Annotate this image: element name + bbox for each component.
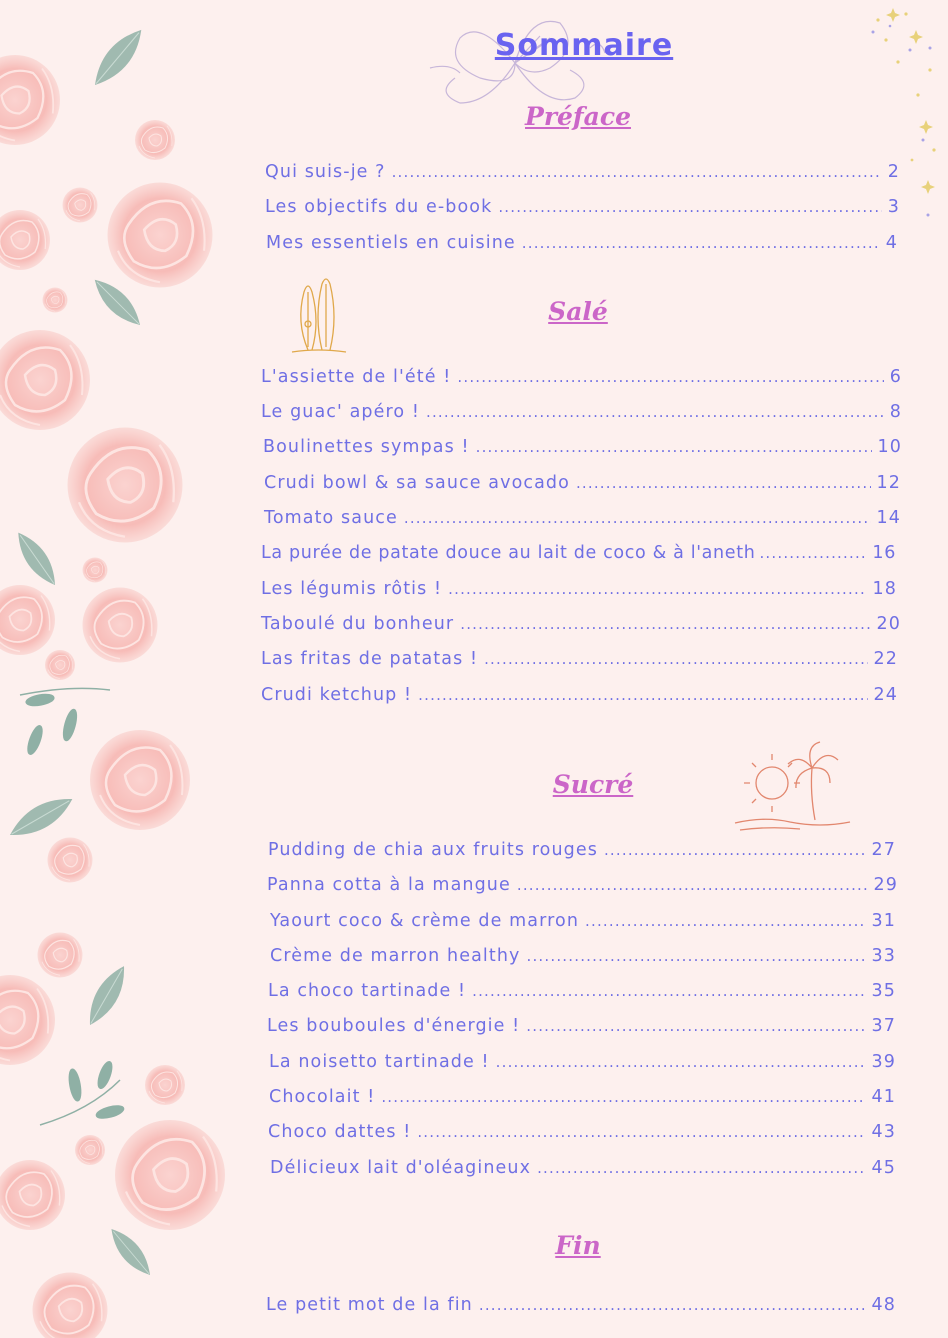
toc-entry[interactable]	[264, 508, 901, 528]
toc-page-number: 12	[876, 473, 901, 493]
toc-entry[interactable]	[270, 946, 896, 966]
toc-entry-label: Crudi bowl & sa sauce avocado	[264, 473, 570, 493]
toc-page-number: 10	[877, 437, 902, 457]
dot-leader	[404, 509, 871, 527]
toc-entry[interactable]	[267, 875, 898, 895]
toc-entry-label: Tomato sauce	[264, 508, 398, 528]
toc-page-number: 4	[885, 233, 898, 253]
toc-entry[interactable]	[270, 1158, 896, 1178]
toc-entry-label: Qui suis-je ?	[265, 162, 386, 182]
toc-page-number: 3	[887, 197, 900, 217]
toc-entry[interactable]	[261, 579, 897, 599]
toc-entry[interactable]	[268, 981, 896, 1001]
toc-entry-label: Pudding de chia aux fruits rouges	[268, 840, 598, 860]
toc-entry[interactable]	[267, 1016, 896, 1036]
dot-leader	[381, 1088, 865, 1106]
page-title: Sommaire	[494, 28, 674, 63]
dot-leader	[526, 1017, 865, 1035]
toc-entry[interactable]	[261, 685, 898, 705]
toc-entry[interactable]	[261, 543, 896, 563]
dot-leader	[448, 580, 866, 598]
toc-page-number: 16	[872, 543, 896, 563]
toc-entry[interactable]	[266, 233, 898, 253]
toc-page-number: 41	[871, 1087, 896, 1107]
toc-entry[interactable]	[261, 649, 898, 669]
section-title-sucre: Sucré	[552, 770, 634, 799]
dot-leader	[537, 1159, 865, 1177]
toc-entry-label: Boulinettes sympas !	[263, 437, 470, 457]
dot-leader	[418, 686, 867, 704]
toc-entry[interactable]	[268, 1122, 896, 1142]
dot-leader	[496, 1053, 866, 1071]
dot-leader	[585, 912, 866, 930]
toc-entry[interactable]	[265, 162, 900, 182]
toc-entry-label: Las fritas de patatas !	[261, 649, 479, 669]
toc-page-number: 45	[871, 1158, 896, 1178]
toc-entry[interactable]	[269, 1087, 896, 1107]
dot-leader	[522, 234, 880, 252]
toc-page-number: 48	[871, 1295, 896, 1315]
toc-entry-label: Chocolait !	[269, 1087, 376, 1107]
toc-page-number: 29	[873, 875, 898, 895]
dot-leader	[484, 650, 867, 668]
toc-page-number: 14	[876, 508, 901, 528]
floral-border	[0, 0, 240, 1338]
dot-leader	[604, 841, 866, 859]
section-title-fin: Fin	[555, 1231, 601, 1260]
toc-page-number: 35	[871, 981, 896, 1001]
section-title-sale: Salé	[548, 297, 608, 326]
toc-entry[interactable]	[270, 911, 896, 931]
toc-page-number: 2	[887, 162, 900, 182]
toc-entry-label: Les légumis rôtis !	[261, 579, 443, 599]
dot-leader	[527, 947, 866, 965]
toc-entry[interactable]	[269, 1052, 896, 1072]
toc-entry-label: L'assiette de l'été !	[261, 367, 452, 387]
dot-leader	[576, 474, 871, 492]
dot-leader	[460, 615, 870, 633]
toc-page-number: 33	[871, 946, 896, 966]
section-title-preface: Préface	[525, 102, 631, 131]
dot-leader	[476, 438, 872, 456]
toc-page-number: 8	[889, 402, 902, 422]
toc-entry[interactable]	[266, 1295, 896, 1315]
dot-leader	[517, 876, 868, 894]
toc-entry-label: Yaourt coco & crème de marron	[270, 911, 580, 931]
toc-page-number: 20	[876, 614, 901, 634]
dot-leader	[479, 1296, 866, 1314]
toc-entry-label: Délicieux lait d'oléagineux	[270, 1158, 532, 1178]
toc-page-number: 22	[873, 649, 898, 669]
toc-entry[interactable]	[263, 437, 902, 457]
toc-entry-label: Crème de marron healthy	[270, 946, 521, 966]
dot-leader	[392, 163, 882, 181]
toc-entry-label: Le guac' apéro !	[261, 402, 420, 422]
toc-page-number: 39	[871, 1052, 896, 1072]
toc-entry-label: Crudi ketchup !	[261, 685, 413, 705]
toc-entry-label: Les bouboules d'énergie !	[267, 1016, 521, 1036]
toc-entry-label: La noisetto tartinade !	[269, 1052, 490, 1072]
toc-entry[interactable]	[261, 614, 901, 634]
toc-entry[interactable]	[265, 197, 900, 217]
toc-page-number: 27	[871, 840, 896, 860]
toc-page-number: 18	[872, 579, 897, 599]
dot-leader	[498, 198, 881, 216]
toc-page-number: 31	[871, 911, 896, 931]
toc-entry-label: Le petit mot de la fin	[266, 1295, 473, 1315]
toc-entry-label: Panna cotta à la mangue	[267, 875, 511, 895]
toc-entry-label: Choco dattes !	[268, 1122, 412, 1142]
toc-entry[interactable]	[261, 367, 902, 387]
toc-page-number: 6	[889, 367, 902, 387]
toc-entry-label: Taboulé du bonheur	[261, 614, 455, 634]
toc-entry-label: La choco tartinade !	[268, 981, 467, 1001]
dot-leader	[759, 544, 868, 562]
dot-leader	[457, 368, 883, 386]
toc-entry-label: Mes essentiels en cuisine	[266, 233, 516, 253]
toc-entry-label: Les objectifs du e-book	[265, 197, 493, 217]
toc-page-number: 24	[873, 685, 898, 705]
toc-entry[interactable]	[264, 473, 901, 493]
dot-leader	[426, 403, 884, 421]
toc-page-number: 37	[871, 1016, 896, 1036]
toc-entry[interactable]	[261, 402, 902, 422]
toc-page-number: 43	[871, 1122, 896, 1142]
dot-leader	[417, 1123, 865, 1141]
toc-entry[interactable]	[268, 840, 896, 860]
dot-leader	[472, 982, 865, 1000]
toc-entry-label: La purée de patate douce au lait de coco & à l'aneth	[261, 543, 756, 563]
